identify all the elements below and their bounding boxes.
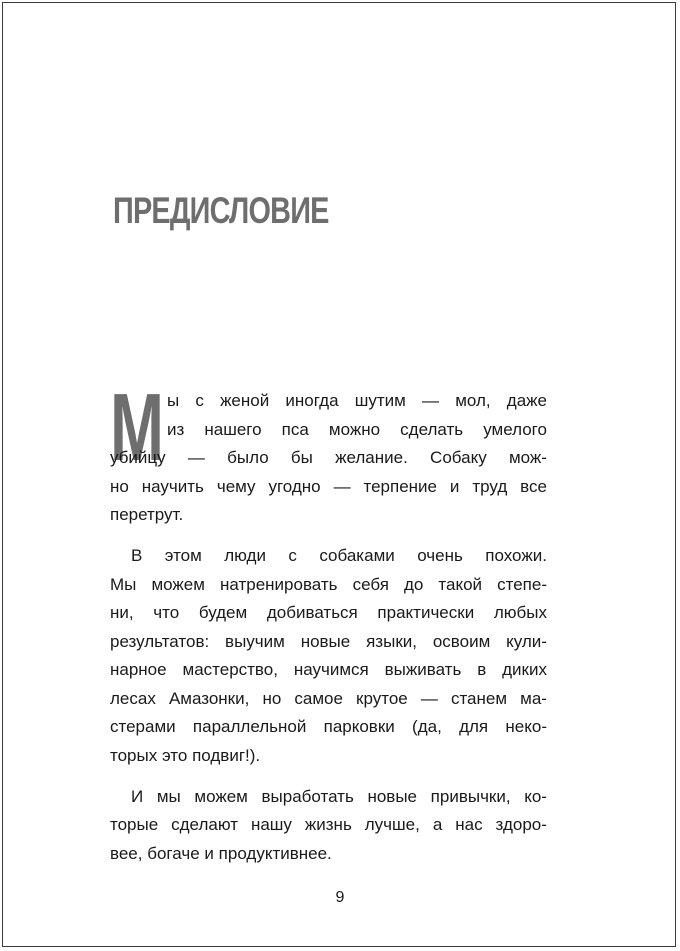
word: ы bbox=[167, 391, 180, 410]
word: — bbox=[422, 391, 440, 410]
text-line bbox=[110, 685, 547, 714]
word: любых bbox=[493, 603, 547, 622]
word: но bbox=[262, 688, 282, 708]
text-line bbox=[110, 840, 547, 869]
word: но bbox=[110, 476, 129, 496]
word: результатов: bbox=[110, 631, 210, 651]
word: нас bbox=[455, 815, 483, 834]
word: с bbox=[288, 546, 297, 565]
paragraph bbox=[110, 783, 547, 869]
word: продуктивнее. bbox=[218, 843, 332, 863]
word: параллельной bbox=[192, 717, 307, 736]
text-line bbox=[110, 783, 547, 812]
word: очень bbox=[417, 546, 463, 565]
word: можем bbox=[151, 574, 205, 594]
text-line bbox=[110, 811, 547, 840]
word: убийцу bbox=[110, 448, 166, 467]
word: было bbox=[227, 448, 269, 467]
word: станем bbox=[450, 688, 508, 708]
word: будем bbox=[198, 603, 248, 622]
word: перетрут. bbox=[110, 505, 184, 524]
word: желание. bbox=[335, 448, 408, 467]
word: даже bbox=[506, 391, 547, 410]
word: подвиг!). bbox=[192, 745, 261, 765]
word: труд bbox=[472, 476, 508, 496]
word: можно bbox=[328, 419, 381, 439]
word: ко- bbox=[524, 786, 547, 806]
word: — bbox=[333, 476, 351, 496]
word: до bbox=[403, 574, 424, 594]
word: богаче bbox=[147, 843, 200, 863]
text-line bbox=[110, 444, 547, 473]
word: это bbox=[161, 745, 188, 765]
word: можем bbox=[194, 786, 248, 806]
word: мастерство, bbox=[182, 660, 278, 679]
text-line bbox=[110, 416, 547, 445]
word: все bbox=[520, 476, 547, 496]
word: мол, bbox=[455, 391, 491, 410]
word: ни, bbox=[110, 603, 134, 622]
paragraph bbox=[110, 542, 547, 770]
word: мы bbox=[156, 786, 181, 806]
drop-cap-letter: М bbox=[110, 384, 164, 464]
word: добиваться bbox=[266, 603, 358, 622]
word: языки, bbox=[366, 631, 417, 651]
word: В bbox=[131, 546, 143, 565]
word: из bbox=[167, 419, 185, 439]
text-line bbox=[110, 599, 547, 628]
word: здоро- bbox=[495, 815, 547, 834]
word: с bbox=[195, 391, 204, 410]
word: а bbox=[432, 815, 443, 834]
word: самое bbox=[294, 688, 343, 708]
word: и bbox=[449, 476, 460, 496]
word: бы bbox=[290, 448, 313, 467]
word: научить bbox=[141, 476, 204, 496]
word: такой bbox=[438, 574, 483, 594]
word: ма- bbox=[520, 688, 547, 708]
text-line bbox=[110, 628, 547, 657]
word: женой bbox=[220, 391, 270, 410]
word: практически bbox=[377, 603, 475, 622]
text-line bbox=[110, 473, 547, 502]
word: новые bbox=[367, 786, 418, 806]
word: парковки bbox=[323, 717, 395, 736]
word: лесах bbox=[110, 688, 156, 708]
word: сделают bbox=[171, 815, 238, 834]
word: крутое bbox=[356, 688, 408, 708]
word: нашу bbox=[250, 815, 292, 834]
word: неко- bbox=[505, 717, 547, 736]
text-line bbox=[110, 742, 547, 771]
word: кули- bbox=[506, 631, 547, 651]
word: себя bbox=[352, 574, 389, 594]
word: диких bbox=[502, 660, 547, 679]
word: — bbox=[187, 448, 205, 467]
word: умелого bbox=[483, 419, 547, 439]
word: новые bbox=[300, 631, 351, 651]
word: освоим bbox=[432, 631, 491, 651]
word: нашего bbox=[204, 419, 262, 439]
word: для bbox=[459, 717, 489, 736]
text-line bbox=[110, 571, 547, 600]
text-line bbox=[110, 542, 547, 571]
word: терпение bbox=[363, 476, 437, 496]
word: выучим bbox=[225, 631, 285, 651]
word: чему bbox=[216, 476, 256, 496]
word: — bbox=[420, 688, 438, 708]
word: торые bbox=[110, 815, 159, 834]
word: похожи. bbox=[485, 546, 547, 565]
word: люди bbox=[224, 546, 266, 565]
text-line bbox=[110, 713, 547, 742]
page-number: 9 bbox=[335, 889, 345, 906]
word: шутим bbox=[354, 391, 406, 410]
word: собаками bbox=[319, 546, 395, 565]
word: угодно bbox=[268, 476, 321, 496]
word: жизнь bbox=[304, 815, 352, 834]
word: что bbox=[153, 603, 180, 622]
text-line bbox=[110, 501, 547, 530]
word: натренировать bbox=[219, 574, 338, 594]
word: научимся bbox=[293, 660, 369, 679]
word: торых bbox=[110, 745, 158, 765]
text-line bbox=[110, 656, 547, 685]
word: этом bbox=[164, 546, 202, 565]
word: лучше, bbox=[364, 815, 420, 834]
word: нарное bbox=[110, 660, 167, 679]
body-text bbox=[110, 387, 547, 881]
word: выживать bbox=[384, 660, 462, 679]
word: степе- bbox=[497, 574, 547, 594]
word: И bbox=[131, 786, 144, 806]
word: (да, bbox=[412, 717, 442, 736]
word: и bbox=[204, 843, 214, 863]
chapter-title: ПРЕДИСЛОВИЕ bbox=[113, 190, 329, 231]
paragraph bbox=[110, 387, 547, 530]
word: пса bbox=[281, 419, 309, 439]
word: сделать bbox=[400, 419, 464, 439]
word: вее, bbox=[110, 843, 143, 863]
word: Собаку bbox=[430, 448, 487, 467]
word: в bbox=[477, 660, 487, 679]
word: мож- bbox=[508, 448, 547, 467]
word: выработать bbox=[261, 786, 354, 806]
word: привычки, bbox=[430, 786, 511, 806]
word: стерами bbox=[110, 717, 176, 736]
text-line bbox=[110, 387, 547, 416]
word: иногда bbox=[285, 391, 339, 410]
word: Мы bbox=[110, 574, 137, 594]
word: Амазонки, bbox=[168, 688, 250, 708]
